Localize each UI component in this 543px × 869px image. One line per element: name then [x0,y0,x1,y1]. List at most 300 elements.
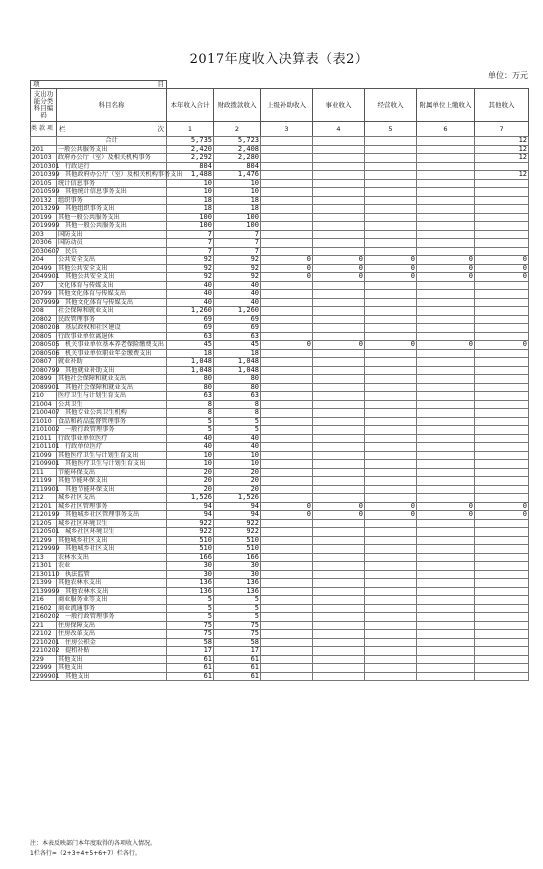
row-col-6 [417,460,475,469]
table-row [31,358,529,367]
row-col-4 [313,477,365,486]
row-col-6: 0 [417,264,475,273]
row-col-4 [313,519,365,528]
row-col-3 [261,579,313,588]
row-name: 组织事务 [57,196,167,205]
row-code: 20807 [31,358,57,367]
row-col-1: 40 [167,443,214,452]
row-name: 商业服务业等支出 [57,596,167,605]
row-col-7 [475,451,529,460]
row-name: 一般行政管理事务 [57,426,167,435]
row-code: 2210201 [32,638,60,646]
row-col-6 [417,570,475,579]
row-col-5 [365,570,417,579]
row-col-5 [365,477,417,486]
row-name: 城乡社区支出 [57,494,167,503]
row-col-2: 5 [214,417,261,426]
row-code: 20103 [31,154,57,163]
row-col-7 [475,426,529,435]
row-col-1: 75 [167,630,214,639]
row-col-1: 18 [167,196,214,205]
row-col-3 [261,638,313,647]
row-col-3 [261,298,313,307]
table-row [31,664,529,673]
row-col-6: 0 [417,341,475,350]
row-col-5 [365,647,417,656]
row-col-5 [365,222,417,231]
row-name: 节能环保支出 [57,468,167,477]
row-col-6: 0 [417,502,475,511]
row-col-6 [417,647,475,656]
table-row [31,460,529,469]
row-col-4 [313,239,365,248]
row-col-2: 10 [214,179,261,188]
row-col-2: 63 [214,392,261,401]
row-code: 22102 [31,630,57,639]
row-col-5 [365,655,417,664]
row-code: 2013299 [32,205,60,212]
row-col-2: 17 [214,647,261,656]
row-col-4 [313,324,365,333]
row-col-3: 0 [261,264,313,273]
table-row [31,468,529,477]
header-xiang-mu [31,81,167,89]
row-col-4 [313,664,365,673]
row-col-4 [313,460,365,469]
header-col-5: 经营收入 [365,89,417,122]
row-code: 2139999 [32,587,60,595]
header-kuan: 款 [38,124,45,132]
row-col-7 [475,562,529,571]
row-col-1: 92 [167,273,214,282]
table-row [31,222,529,231]
index-7: 7 [475,122,529,137]
row-col-6 [417,630,475,639]
row-col-1: 69 [167,315,214,324]
row-col-3 [261,426,313,435]
table-row [31,298,529,307]
row-name: 其他支出 [57,664,167,673]
row-col-6 [417,137,475,146]
row-col-5 [365,417,417,426]
row-col-3 [261,400,313,409]
row-col-3 [261,417,313,426]
row-col-7 [475,570,529,579]
row-name: 住房改革支出 [57,630,167,639]
row-col-2: 94 [214,502,261,511]
row-col-3 [261,307,313,316]
row-col-5 [365,290,417,299]
row-col-3 [261,332,313,341]
row-name: 一般行政管理事务 [57,613,167,622]
table-row [31,638,529,647]
row-col-3: 0 [261,256,313,265]
row-col-6 [417,400,475,409]
row-col-7 [475,630,529,639]
row-col-5 [365,247,417,256]
row-col-1: 8 [167,409,214,418]
row-col-6 [417,553,475,562]
row-col-4 [313,630,365,639]
row-col-6 [417,613,475,622]
row-col-1: 63 [167,392,214,401]
row-name: 其他专业公共卫生机构 [57,409,167,418]
row-col-4 [313,638,365,647]
row-col-1: 136 [167,587,214,596]
row-code: 204 [31,256,57,265]
row-col-5 [365,545,417,554]
row-col-6 [417,528,475,537]
row-col-6 [417,417,475,426]
table-row [31,502,529,511]
row-code: 2010399 [32,171,60,178]
row-col-5 [365,298,417,307]
row-col-7 [475,205,529,214]
row-col-7 [475,298,529,307]
row-col-2: 40 [214,443,261,452]
row-col-2: 7 [214,247,261,256]
table-row [31,264,529,273]
table-row [31,145,529,154]
row-col-1: 5 [167,613,214,622]
row-col-2: 61 [214,664,261,673]
row-code: 210 [31,392,57,401]
table-row [31,477,529,486]
row-name: 其他社会保障和就业支出 [57,375,167,384]
table-row [31,647,529,656]
row-col-2: 5 [214,613,261,622]
row-col-3 [261,664,313,673]
row-col-5 [365,613,417,622]
row-col-1: 5 [167,417,214,426]
row-col-5 [365,154,417,163]
row-col-4 [313,536,365,545]
table-row [31,621,529,630]
row-col-7 [475,392,529,401]
row-col-3 [261,647,313,656]
row-col-4 [313,196,365,205]
row-col-2: 2,408 [214,145,261,154]
row-col-5 [365,553,417,562]
row-col-3 [261,358,313,367]
row-col-5 [365,426,417,435]
table-row [31,230,529,239]
row-col-5 [365,366,417,375]
row-code: 2160202 [32,613,60,620]
row-col-1: 80 [167,375,214,384]
row-col-4 [313,137,365,146]
row-col-2: 1,260 [214,307,261,316]
row-name: 其他政府办公厅（室）及相关机构事务支出 [57,171,167,180]
row-code: 208 [31,307,57,316]
row-col-5 [365,315,417,324]
row-col-4: 0 [313,511,365,520]
table-row [31,604,529,613]
row-name: 其他组织事务支出 [57,205,167,214]
row-col-4 [313,307,365,316]
row-col-7 [475,638,529,647]
table-row [31,162,529,171]
table-row [31,383,529,392]
row-col-6 [417,315,475,324]
row-name: 其他农林水支出 [57,587,167,596]
row-col-4 [313,604,365,613]
row-col-2: 92 [214,273,261,282]
row-code: 201 [31,145,57,154]
row-col-3 [261,545,313,554]
row-col-1: 100 [167,222,214,231]
table-row [31,213,529,222]
row-name: 农林水支出 [57,553,167,562]
row-col-2: 7 [214,230,261,239]
row-col-1: 40 [167,281,214,290]
row-col-5 [365,434,417,443]
table-row [31,562,529,571]
row-col-2: 40 [214,434,261,443]
index-4: 4 [313,122,365,137]
row-col-2: 5 [214,426,261,435]
row-col-1: 61 [167,655,214,664]
row-col-1: 40 [167,434,214,443]
row-col-7 [475,545,529,554]
row-code: 21010 [31,417,57,426]
row-col-7 [475,375,529,384]
row-col-7 [475,672,529,681]
row-col-1: 1,048 [167,358,214,367]
row-col-6 [417,290,475,299]
row-col-7 [475,307,529,316]
row-code: 216 [31,596,57,605]
row-col-1: 69 [167,324,214,333]
row-col-3 [261,519,313,528]
row-col-4 [313,349,365,358]
note-1: 注：本表反映部门本年度取得的各项收入情况。 [30,840,157,847]
row-name: 机关事业单位职业年金缴费支出 [57,349,167,358]
row-name: 其他节能环保支出 [57,477,167,486]
row-col-3 [261,188,313,197]
table-row [31,188,529,197]
row-col-2: 7 [214,239,261,248]
row-col-6 [417,222,475,231]
row-col-6 [417,205,475,214]
row-name: 城乡社区管理事务 [57,502,167,511]
table-row [31,655,529,664]
row-name: 统计信息事务 [57,179,167,188]
header-lei-kuan-xiang [31,122,57,137]
row-col-2: 80 [214,375,261,384]
row-col-1: 10 [167,188,214,197]
unit-label: 单位：万元 [488,71,528,80]
row-code: 2129999 [32,545,60,552]
row-col-5 [365,400,417,409]
row-col-7 [475,596,529,605]
row-code: 21004 [31,400,57,409]
row-col-5 [365,621,417,630]
row-col-7: 12 [475,171,529,180]
row-col-1: 804 [167,162,214,171]
header-xiang: 项 [33,80,40,88]
row-col-6 [417,477,475,486]
row-name: 其他统计信息事务支出 [57,188,167,197]
row-col-2: 8 [214,400,261,409]
row-col-2: 69 [214,324,261,333]
row-col-6 [417,171,475,180]
row-code [31,137,57,146]
row-col-5 [365,587,417,596]
row-col-6 [417,154,475,163]
table-row [31,528,529,537]
row-name: 就业补助 [57,358,167,367]
row-col-6: 0 [417,273,475,282]
row-col-2: 1,476 [214,171,261,180]
row-name: 国防动员 [57,239,167,248]
row-name: 其他节能环保支出 [57,485,167,494]
row-col-6: 0 [417,256,475,265]
row-code: 2019999 [32,222,60,229]
row-col-5 [365,604,417,613]
row-col-4 [313,587,365,596]
row-col-4 [313,528,365,537]
row-col-1: 45 [167,341,214,350]
row-col-6 [417,545,475,554]
row-code: 20306 [31,239,57,248]
row-name: 公共卫生 [57,400,167,409]
row-col-1: 7 [167,239,214,248]
row-col-7 [475,655,529,664]
row-col-2: 1,526 [214,494,261,503]
row-col-3 [261,196,313,205]
table-row [31,553,529,562]
table-row [31,494,529,503]
row-name: 公共安全支出 [57,256,167,265]
row-col-1: 7 [167,230,214,239]
row-col-2: 136 [214,587,261,596]
row-code: 2109901 [32,460,60,467]
row-col-7 [475,434,529,443]
table-row [31,443,529,452]
row-col-1: 61 [167,664,214,673]
row-col-2: 5 [214,604,261,613]
row-code: 21602 [31,604,57,613]
table-row [31,247,529,256]
row-col-6 [417,655,475,664]
row-col-6 [417,562,475,571]
table-row [31,392,529,401]
row-name: 医疗卫生与计划生育支出 [57,392,167,401]
row-name: 其他公共安全支出 [57,273,167,282]
row-code: 21299 [31,536,57,545]
table-row [31,613,529,622]
row-code: 20105 [31,179,57,188]
table-header [30,80,529,137]
row-col-1: 58 [167,638,214,647]
row-col-7: 0 [475,511,529,520]
row-code: 21205 [31,519,57,528]
row-col-7 [475,349,529,358]
header-col-1: 本年收入合计 [167,89,214,122]
row-code: 2010599 [32,188,60,195]
row-col-4 [313,485,365,494]
row-col-2: 922 [214,519,261,528]
table-row [31,485,529,494]
row-col-4 [313,596,365,605]
row-col-6 [417,281,475,290]
row-col-7 [475,417,529,426]
row-col-6 [417,451,475,460]
table-row [31,375,529,384]
row-col-2: 69 [214,315,261,324]
row-name: 其他城乡社区支出 [57,536,167,545]
row-col-2: 20 [214,477,261,486]
row-col-3 [261,494,313,503]
row-col-2: 45 [214,341,261,350]
row-col-2: 804 [214,162,261,171]
row-col-2: 5 [214,596,261,605]
row-code: 2101101 [32,443,60,450]
row-col-3 [261,536,313,545]
row-col-4 [313,494,365,503]
row-col-7 [475,664,529,673]
table-row [31,324,529,333]
row-col-7 [475,477,529,486]
table-row [31,417,529,426]
row-col-5: 0 [365,341,417,350]
row-col-5 [365,332,417,341]
row-col-4 [313,162,365,171]
data-table [30,136,529,681]
table-row [31,596,529,605]
row-col-7 [475,528,529,537]
row-col-6 [417,596,475,605]
row-code: 221 [31,621,57,630]
row-col-6 [417,468,475,477]
row-col-1: 510 [167,536,214,545]
row-name: 其他公共安全支出 [57,264,167,273]
row-col-1: 18 [167,205,214,214]
row-col-4 [313,417,365,426]
row-code: 20499 [31,264,57,273]
header-spacer [167,81,529,89]
row-col-3 [261,460,313,469]
row-col-5: 0 [365,256,417,265]
row-col-3 [261,230,313,239]
row-col-7 [475,239,529,248]
row-col-7: 0 [475,264,529,273]
row-col-4 [313,145,365,154]
row-col-4 [313,222,365,231]
row-col-4 [313,647,365,656]
row-col-4 [313,468,365,477]
row-col-2: 92 [214,256,261,265]
row-col-5 [365,307,417,316]
table-row [31,171,529,180]
row-col-2: 18 [214,196,261,205]
row-col-2: 75 [214,630,261,639]
row-col-4 [313,332,365,341]
row-name: 行政单位医疗 [57,443,167,452]
row-col-7 [475,290,529,299]
row-col-2: 80 [214,383,261,392]
row-col-1: 40 [167,290,214,299]
table-row [31,587,529,596]
row-name: 社会保障和就业支出 [57,307,167,316]
row-col-2: 61 [214,655,261,664]
row-col-2: 20 [214,485,261,494]
row-col-4 [313,672,365,681]
row-col-3 [261,315,313,324]
row-code: 20899 [31,375,57,384]
row-col-2: 94 [214,511,261,520]
